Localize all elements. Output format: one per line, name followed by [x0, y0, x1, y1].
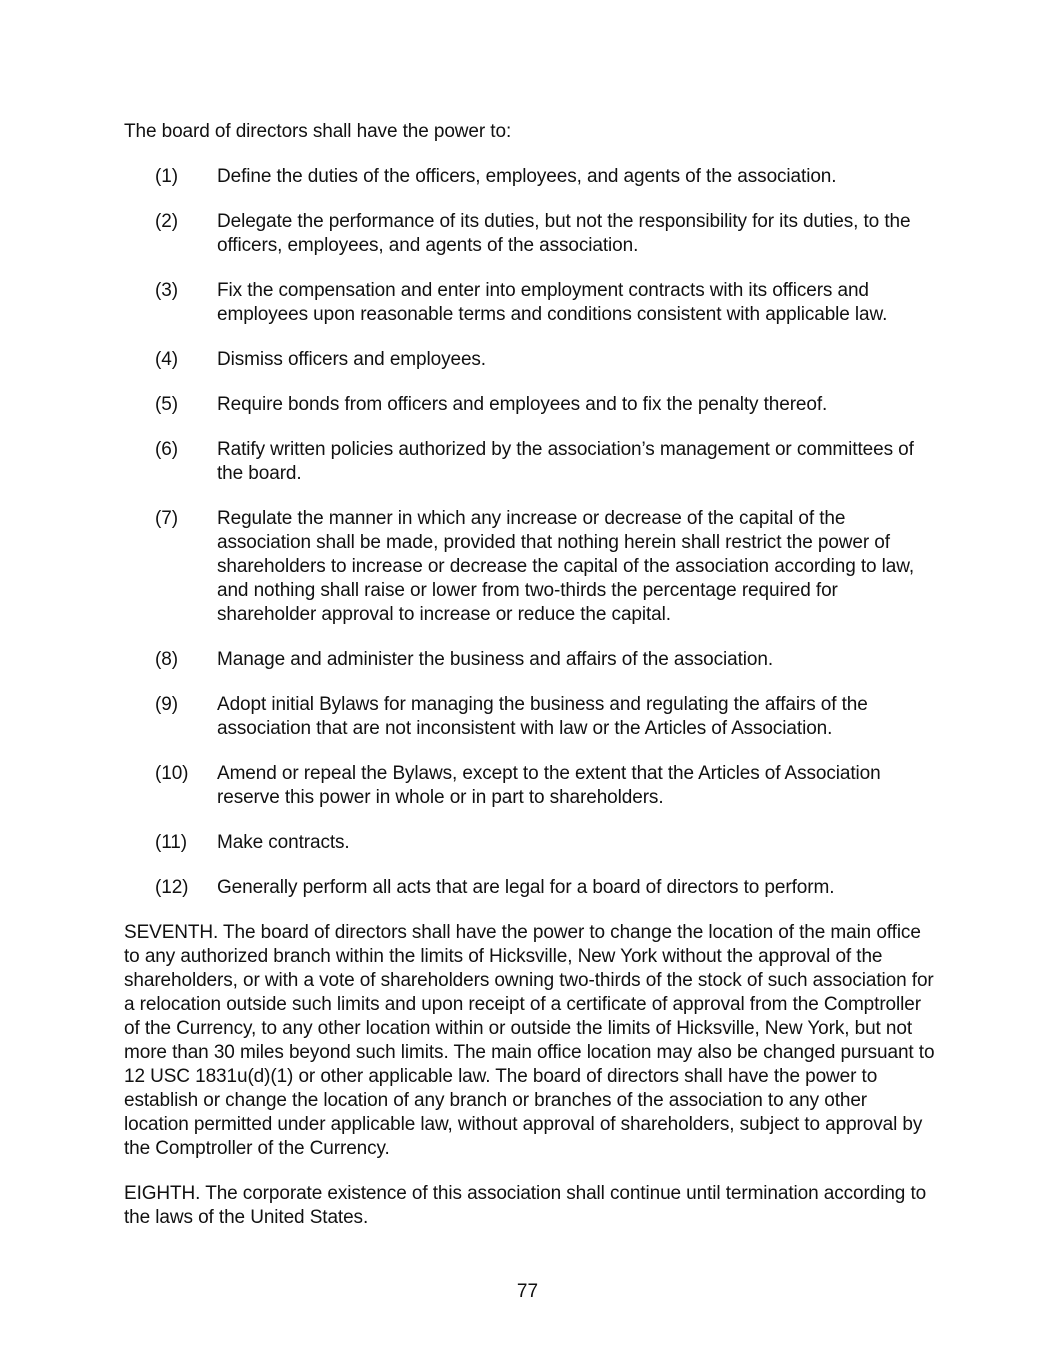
list-item-text: Manage and administer the business and affairs of the association.	[217, 649, 774, 670]
list-item-number: (3)	[155, 280, 178, 301]
list-item	[124, 165, 936, 189]
list-item-text: Regulate the manner in which any increase or decrease of the capital of the association shall be made, provided that nothing herein shall restrict the power of shareholders to increase or decrease the capital of the association according to law, and nothing shall raise or lower from two-thirds the percentage required for shareholder approval to increase or reduce the capital.	[217, 508, 915, 625]
list-item	[124, 393, 936, 417]
list-item-text: Adopt initial Bylaws for managing the business and regulating the affairs of the association that are not inconsistent with law or the Articles of Association.	[217, 694, 868, 739]
document-page	[124, 120, 936, 1251]
powers-list	[124, 165, 936, 900]
list-item-number: (7)	[155, 508, 178, 529]
list-item	[124, 876, 936, 900]
list-item-text: Fix the compensation and enter into employment contracts with its officers and employees upon reasonable terms and conditions consistent with applicable law.	[217, 280, 888, 325]
list-item	[124, 348, 936, 372]
list-item	[124, 210, 936, 258]
list-item	[124, 831, 936, 855]
list-item-number: (10)	[155, 763, 189, 784]
list-item-number: (8)	[155, 649, 178, 670]
list-item-number: (1)	[155, 166, 178, 187]
list-item	[124, 279, 936, 327]
list-item-text: Delegate the performance of its duties, but not the responsibility for its duties, to the officers, employees, and agents of the association.	[217, 211, 911, 256]
list-item-text: Amend or repeal the Bylaws, except to the extent that the Articles of Association reserve this power in whole or in part to shareholders.	[217, 763, 881, 808]
list-item-number: (12)	[155, 877, 189, 898]
list-item	[124, 507, 936, 627]
intro-paragraph: The board of directors shall have the power to:	[124, 121, 512, 142]
list-item	[124, 648, 936, 672]
list-item-text: Generally perform all acts that are legal for a board of directors to perform.	[217, 877, 835, 898]
list-item	[124, 762, 936, 810]
list-item-number: (11)	[155, 832, 187, 853]
list-item-text: Define the duties of the officers, employees, and agents of the association.	[217, 166, 837, 187]
list-item-number: (4)	[155, 349, 178, 370]
list-item-text: Dismiss officers and employees.	[217, 349, 486, 370]
list-item-number: (9)	[155, 694, 178, 715]
list-item	[124, 693, 936, 741]
list-item-number: (2)	[155, 211, 178, 232]
list-item	[124, 438, 936, 486]
seventh-article-paragraph: SEVENTH. The board of directors shall have the power to change the location of the main office to any authorized branch within the limits of Hicksville, New York without the approval of the shareholders, or with a vote of shareholders owning two-thirds of the stock of such association for a relocation outside such limits and upon receipt of a certificate of approval from the Comptroller of the Currency, to any other location within or outside the limits of Hicksville, New York, but not more than 30 miles beyond such limits. The main office location may also be changed pursuant to 12 USC 1831u(d)(1) or other applicable law. The board of directors shall have the power to establish or change the location of any branch or branches of the association to any other location permitted under applicable law, without approval of shareholders, subject to approval by the Comptroller of the Currency.	[124, 922, 935, 1159]
page-number: 77	[516, 1281, 539, 1302]
list-item-text: Ratify written policies authorized by the association’s management or committees of the board.	[217, 439, 914, 484]
eighth-article-paragraph: EIGHTH. The corporate existence of this association shall continue until termination according to the laws of the United States.	[124, 1183, 927, 1228]
list-item-text: Require bonds from officers and employees and to fix the penalty thereof.	[217, 394, 828, 415]
list-item-text: Make contracts.	[217, 832, 350, 853]
list-item-number: (6)	[155, 439, 178, 460]
list-item-number: (5)	[155, 394, 178, 415]
